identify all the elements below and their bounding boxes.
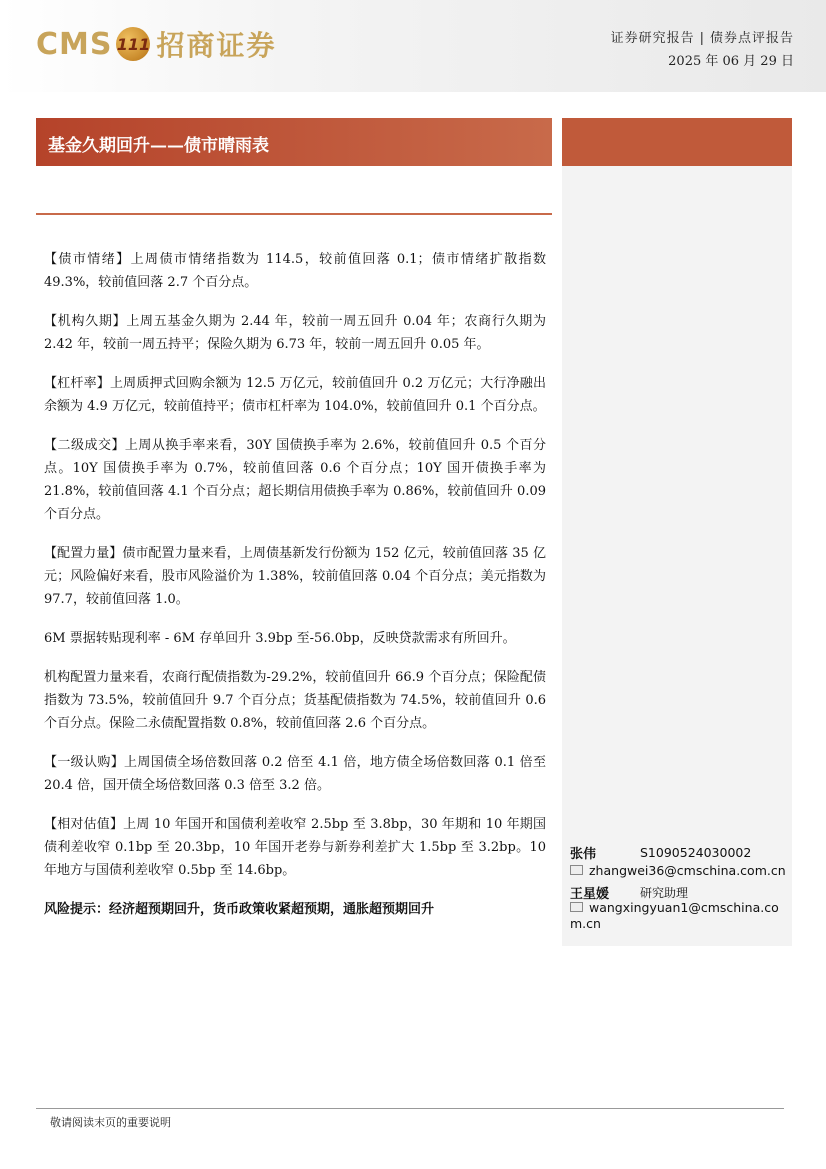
footer-note: 敬请阅读末页的重要说明: [50, 1116, 171, 1129]
page-title: 基金久期回升——债市晴雨表: [48, 136, 269, 156]
logo-chinese-name: 招商证券: [156, 29, 277, 62]
logo-mark-icon: 111: [116, 27, 150, 61]
paragraph-bill-rate: 6M 票据转贴现利率 - 6M 存单回升 3.9bp 至-56.0bp，反映贷款需求有所回升。: [44, 631, 516, 646]
sidebar-header-block: [562, 118, 792, 166]
paragraph-bond-sentiment: 【债市情绪】上周债市情绪指数为 114.5，较前值回落 0.1；债市情绪扩散指数 49.3%，较前值回落 2.7 个百分点。: [44, 252, 546, 290]
paragraph-institution-duration: 【机构久期】上周五基金久期为 2.44 年，较前一周五回升 0.04 年；农商行久期为 2.42 年，较前一周五持平；保险久期为 6.73 年，较前一周五回升 0.05 年。: [44, 314, 546, 352]
assistant-email-row: [570, 900, 792, 932]
report-category: 证券研究报告: [610, 31, 695, 46]
analyst-cert-number: S1090524030002: [640, 845, 752, 860]
paragraph-leverage: 【杠杆率】上周质押式回购余额为 12.5 万亿元，较前值回升 0.2 万亿元；大行净融出余额为 4.9 万亿元，较前值持平；债市杠杆率为 104.0%，较前值回升 0.1 个百分点。: [44, 376, 546, 414]
analyst-email[interactable]: zhangwei36@cmschina.com.cn: [589, 863, 786, 878]
paragraph-primary-subscription: 【一级认购】上周国债全场倍数回落 0.2 倍至 4.1 倍，地方债全场倍数回落 0.1 倍至 20.4 倍，国开债全场倍数回落 0.3 倍至 3.2 倍。: [44, 755, 546, 793]
company-logo: [36, 22, 277, 66]
risk-notice: 风险提示：经济超预期回升，货币政策收紧超预期，通胀超预期回升: [44, 902, 435, 917]
paragraph-relative-valuation: 【相对估值】上周 10 年国开和国债利差收窄 2.5bp 至 3.8bp，30 年期和 10 年期国债利差收窄 0.1bp 至 20.3bp，10 年国开老券与新券利差扩大 1.5bp 至 3.2bp。10 年地方与国债利差收窄 0.5bp 至 14.6bp。: [44, 817, 546, 878]
assistant-name: 王星媛: [570, 887, 610, 902]
report-date: 2025 年 06 月 29 日: [668, 54, 794, 69]
paragraph-secondary-trading: 【二级成交】上周从换手率来看，30Y 国债换手率为 2.6%，较前值回升 0.5 个百分点。10Y 国债换手率为 0.7%，较前值回落 0.6 个百分点；10Y 国开债换手率为 21.8%，较前值回落 4.1 个百分点；超长期信用债换手率为 0.86%，较前值回升 0.09 个百分点。: [44, 438, 546, 522]
report-subtype: 债券点评报告: [709, 31, 794, 46]
analyst-email-row: [570, 863, 792, 879]
mail-icon: [570, 865, 583, 875]
analyst-name: 张伟: [570, 847, 597, 862]
logo-cms-text: CMS: [36, 26, 113, 62]
paragraph-allocation: 【配置力量】债市配置力量来看，上周债基新发行份额为 152 亿元，较前值回落 35 亿元；风险偏好来看，股市风险溢价为 1.38%，较前值回落 0.04 个百分点；美元指数为 97.7，较前值回落 1.0。: [44, 546, 546, 607]
report-type-separator: |: [699, 31, 705, 46]
footer-divider: [36, 1108, 784, 1109]
title-bar: [36, 118, 552, 166]
mail-icon: [570, 902, 583, 912]
report-type: [611, 27, 794, 46]
assistant-email[interactable]: wangxingyuan1@cmschina.com.cn: [570, 900, 779, 931]
assistant-role: 研究助理: [640, 886, 689, 900]
report-body: [44, 248, 546, 921]
paragraph-allocation-index: 机构配置力量来看，农商行配债指数为-29.2%，较前值回升 66.9 个百分点；保险配债指数为 73.5%，较前值回升 9.7 个百分点；货基配债指数为 74.5%，较前值回升 0.6 个百分点。保险二永债配置指数 0.8%，较前值回落 2.6 个百分点。: [44, 670, 546, 731]
sidebar-panel: [562, 166, 792, 946]
title-divider: [36, 213, 552, 215]
